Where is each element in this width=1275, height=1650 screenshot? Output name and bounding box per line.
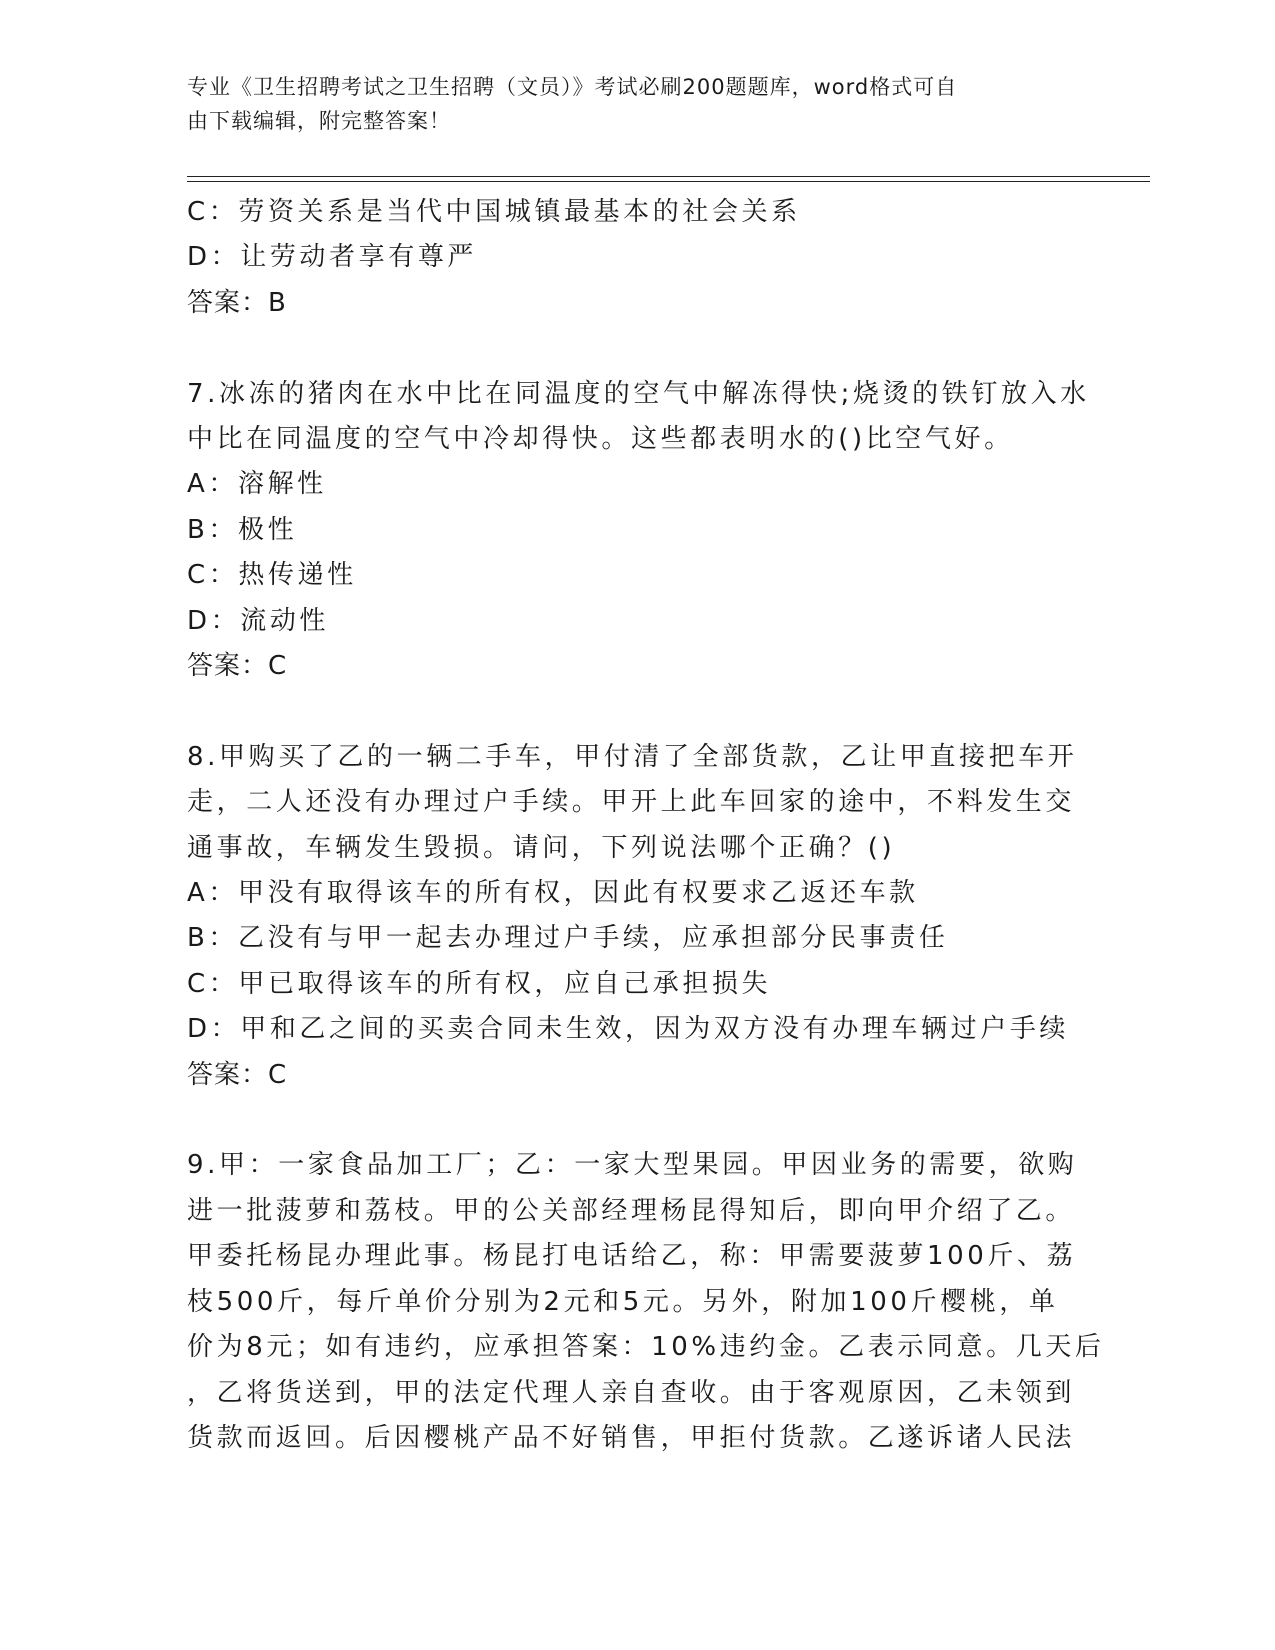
- document-body: [187, 190, 1105, 1461]
- option-c: C：甲已取得该车的所有权，应自己承担损失: [187, 968, 772, 999]
- question-text-line: 7.冰冻的猪肉在水中比在同温度的空气中解冻得快;烧烫的铁钉放入水: [187, 378, 1090, 409]
- question-text-line: ，乙将货送到，甲的法定代理人亲自查收。由于客观原因，乙未领到: [187, 1377, 1076, 1408]
- question-text-line: 枝500斤，每斤单价分别为2元和5元。另外，附加100斤樱桃，单: [187, 1286, 1059, 1317]
- question-7: [187, 372, 1090, 690]
- question-text-line: 甲委托杨昆办理此事。杨昆打电话给乙，称：甲需要菠萝100斤、荔: [187, 1241, 1077, 1272]
- option-d: D：让劳动者享有尊严: [187, 242, 478, 273]
- document-header: [187, 70, 1067, 138]
- question-text-line: 进一批菠萝和荔枝。甲的公关部经理杨昆得知后，即向甲介绍了乙。: [187, 1195, 1076, 1226]
- option-b: B：极性: [187, 514, 298, 545]
- answer-line: 答案：C: [187, 651, 288, 682]
- question-text-line: 9.甲：一家食品加工厂；乙：一家大型果园。甲因业务的需要，欲购: [187, 1150, 1078, 1181]
- header-line-2: 由下载编辑，附完整答案！: [187, 109, 451, 133]
- question-9: [187, 1143, 1105, 1461]
- question-text-line: 价为8元；如有违约，应承担答案：10%违约金。乙表示同意。几天后: [187, 1332, 1105, 1363]
- header-line-1: 专业《卫生招聘考试之卫生招聘（文员）》考试必刷200题题库，word格式可自: [187, 75, 958, 99]
- header-divider-bottom: [187, 181, 1150, 182]
- question-text-line: 货款而返回。后因樱桃产品不好销售，甲拒付货款。乙遂诉诸人民法: [187, 1422, 1076, 1453]
- question-8: [187, 735, 1087, 1098]
- option-a: A：溶解性: [187, 469, 327, 500]
- question-text-line: 8.甲购买了乙的一辆二手车，甲付清了全部货款，乙让甲直接把车开: [187, 741, 1078, 772]
- answer-line: 答案：C: [187, 1059, 288, 1090]
- question-text-line: 通事故，车辆发生毁损。请问，下列说法哪个正确？(): [187, 832, 896, 863]
- question-text-line: 中比在同温度的空气中冷却得快。这些都表明水的()比空气好。: [187, 424, 1014, 455]
- previous-question-tail: [187, 190, 1087, 326]
- option-c: C：劳资关系是当代中国城镇最基本的社会关系: [187, 197, 801, 227]
- header-divider-top: [187, 176, 1150, 177]
- option-d: D：流动性: [187, 605, 330, 636]
- question-text-line: 走，二人还没有办理过户手续。甲开上此车回家的途中，不料发生交: [187, 787, 1076, 818]
- option-c: C：热传递性: [187, 560, 357, 591]
- option-d: D：甲和乙之间的买卖合同未生效，因为双方没有办理车辆过户手续: [187, 1014, 1070, 1045]
- option-b: B：乙没有与甲一起去办理过户手续，应承担部分民事责任: [187, 923, 949, 954]
- option-a: A：甲没有取得该车的所有权，因此有权要求乙返还车款: [187, 878, 919, 909]
- answer-line: 答案：B: [187, 287, 287, 318]
